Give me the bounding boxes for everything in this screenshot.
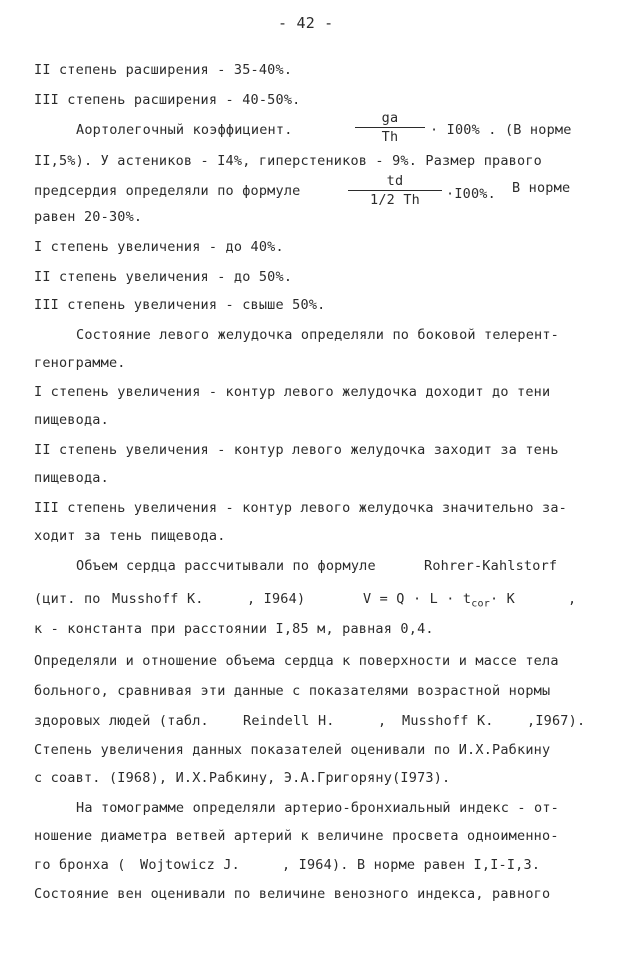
text-line: ходит за тень пищевода. <box>34 528 226 544</box>
text-line: , <box>568 591 577 607</box>
text-line: здоровых людей (табл. <box>34 713 209 729</box>
fraction-denominator: 1/2 Th <box>370 192 420 208</box>
text-line: , I964) <box>247 591 306 607</box>
fraction-right-atrium <box>348 173 442 208</box>
text-line: генограмме. <box>34 355 126 371</box>
text-line: больного, сравнивая эти данные с показателями возрастной нормы <box>34 683 551 699</box>
fraction-aortopulmonary <box>355 110 425 145</box>
fraction-numerator: td <box>386 173 404 189</box>
text-line: с соавт. (I968), И.Х.Рабкину, Э.А.Григоряну(I973). <box>34 770 451 786</box>
text-line: ,I967). <box>527 713 586 729</box>
text-line: В норме <box>512 180 571 196</box>
text-line: II степень увеличения - до 50%. <box>34 269 293 285</box>
page-number: - 42 - <box>278 14 334 32</box>
text-line: , I964). В норме равен I,I-I,3. <box>282 857 541 873</box>
text-line: Объем сердца рассчитывали по формуле <box>76 558 376 574</box>
text-line: II,5%). У астеников - I4%, гиперстеников - 9%. Размер правого <box>34 153 542 169</box>
fraction-bar <box>348 190 442 191</box>
formula-subscript: cor <box>471 598 490 610</box>
text-line: III степень расширения - 40-50%. <box>34 92 301 108</box>
text-line: Степень увеличения данных показателей оценивали по И.Х.Рабкину <box>34 742 551 758</box>
text-line: II степень расширения - 35-40%. <box>34 62 293 78</box>
formula-main: V = Q · L · t <box>363 591 472 607</box>
text-line: I степень увеличения - до 40%. <box>34 239 284 255</box>
author-reference: Reindell H. <box>243 713 335 729</box>
text-line: II степень увеличения - контур левого желудочка заходит за тень <box>34 442 559 458</box>
text-line: III степень увеличения - свыше 50%. <box>34 297 326 313</box>
text-line: предсердия определяли по формуле <box>34 183 301 199</box>
text-line: (цит. по <box>34 591 101 607</box>
formula <box>363 591 515 610</box>
fraction-denominator: Th <box>381 129 399 145</box>
text-line: Состояние вен оценивали по величине венозного индекса, равного <box>34 886 551 902</box>
text-line: III степень увеличения - контур левого желудочка значительно за- <box>34 500 567 516</box>
text-line: Состояние левого желудочка определяли по боковой телерент- <box>76 327 560 343</box>
text-line: го бронха ( <box>34 857 126 873</box>
text-line: · I00% . (В норме <box>430 122 572 138</box>
text-line: Определяли и отношение объема сердца к поверхности и массе тела <box>34 653 559 669</box>
author-reference: Wojtowicz J. <box>140 857 240 873</box>
text-line: I степень увеличения - контур левого желудочка доходит до тени <box>34 384 551 400</box>
text-line: На томограмме определяли артерио-бронхиальный индекс - от- <box>76 800 560 816</box>
text-line: Rohrer-Kahlstorf <box>424 558 558 574</box>
text-line: пищевода. <box>34 412 109 428</box>
text-line: к - константа при расстоянии I,85 м, равная 0,4. <box>34 621 434 637</box>
text-line: пищевода. <box>34 470 109 486</box>
text-line: , <box>378 713 387 729</box>
fraction-numerator: ga <box>381 110 399 126</box>
author-reference: Musshoff K. <box>112 591 204 607</box>
author-reference: Musshoff K. <box>402 713 494 729</box>
text-line: Аортолегочный коэффициент. <box>76 122 293 138</box>
fraction-bar <box>355 127 425 128</box>
text-line: ношение диаметра ветвей артерий к величине просвета одноименно- <box>34 828 559 844</box>
text-line: ·I00%. <box>446 186 496 202</box>
formula-tail: · K <box>489 591 515 607</box>
text-line: равен 20-30%. <box>34 209 143 225</box>
